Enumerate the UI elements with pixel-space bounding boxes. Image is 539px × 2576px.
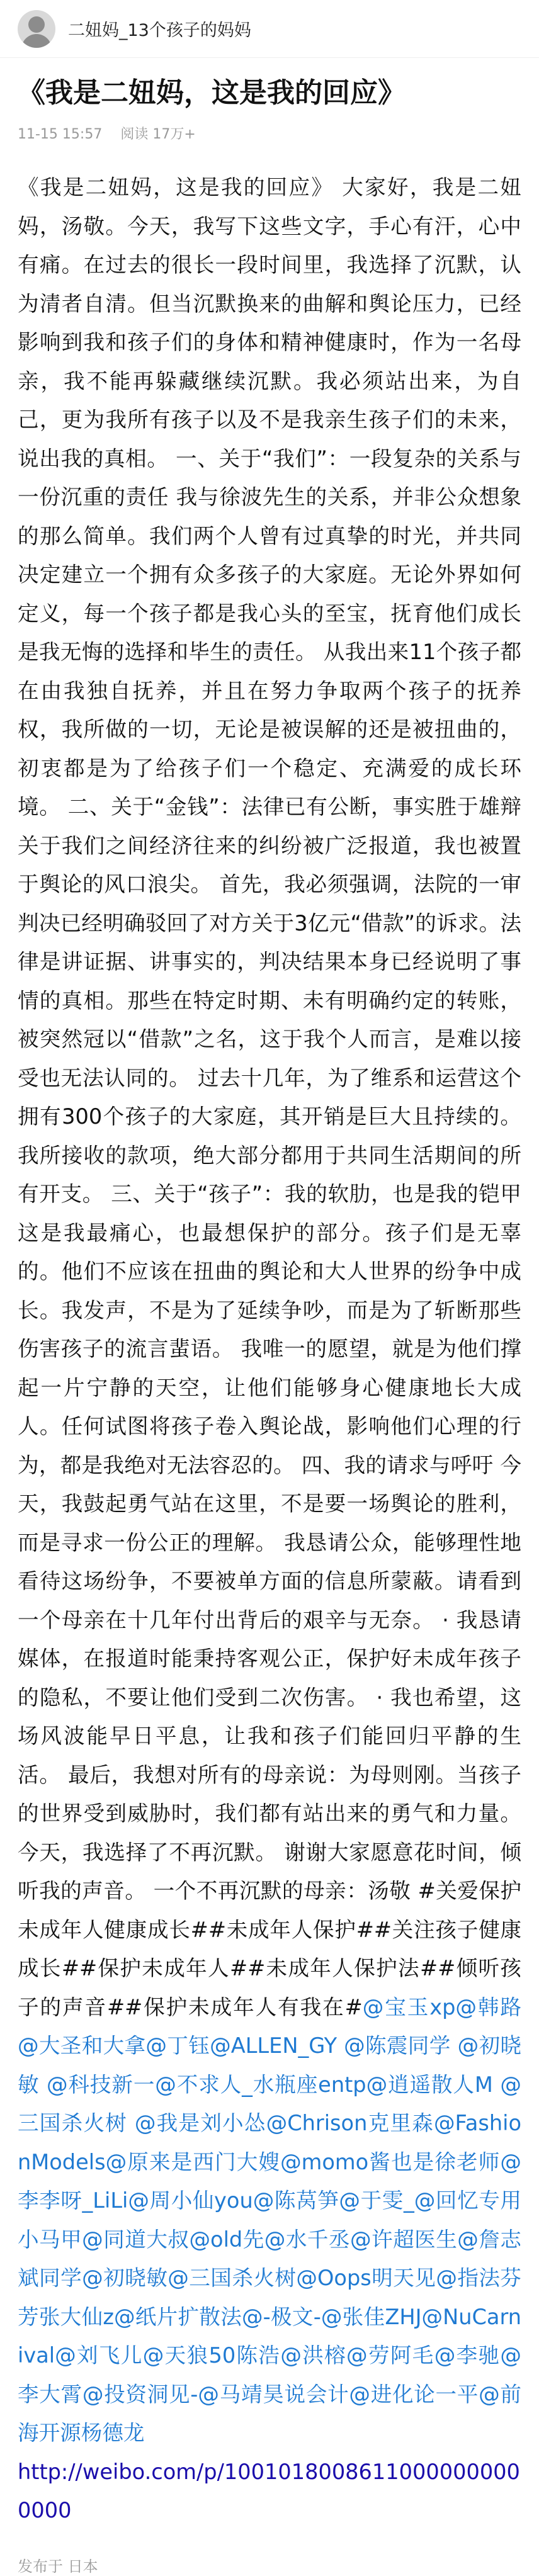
article-body — [18, 168, 521, 2530]
publish-location: 发布于 日本 — [18, 2557, 98, 2575]
article-meta — [18, 123, 521, 143]
publish-date: 11-15 15:57 — [18, 127, 103, 142]
article-container — [0, 74, 539, 2576]
article-body-text: 《我是二妞妈，这是我的回应》 大家好，我是二妞妈，汤敬。今天，我写下这些文字，手心有汗，心中有痛。在过去的很长一段时间里，我选择了沉默，认为清者自清。但当沉默换来的曲解和舆论压力，已经影响到我和孩子们的身体和精神健康时，作为一名母亲，我不能再躲藏继续沉默。我必须站出来，为自己，更为我所有孩子以及不是我亲生孩子们的未来，说出我的真相。 一、关于“我们”：一段复杂的关系与一份沉重的责任 我与徐波先生的关系，并非公众想象的那么简单。我们两个人曾有过真挚的时光，并共同决定建立一个拥有众多孩子的大家庭。无论外界如何定义，每一个孩子都是我心头的至宝，抚育他们成长是我无悔的选择和毕生的责任。 从我出来11个孩子都在由我独自抚养，并且在努力争取两个孩子的抚养权，我所做的一切，无论是被误解的还是被扭曲的，初衷都是为了给孩子们一个稳定、充满爱的成长环境。 二、关于“金钱”：法律已有公断，事实胜于雄辩 关于我们之间经济往来的纠纷被广泛报道，我也被置于舆论的风口浪尖。 首先，我必须强调，法院的一审判决已经明确驳回了对方关于3亿元“借款”的诉求。法律是讲证据、讲事实的，判决结果本身已经说明了事情的真相。那些在特定时期、未有明确约定的转账，被突然冠以“借款”之名，这于我个人而言，是难以接受也无法认同的。 过去十几年，为了维系和运营这个拥有300个孩子的大家庭，其开销是巨大且持续的。我所接收的款项，绝大部分都用于共同生活期间的所有开支。 三、关于“孩子”：我的软肋，也是我的铠甲 这是我最痛心，也最想保护的部分。孩子们是无辜的。他们不应该在扭曲的舆论和大人世界的纷争中成长。我发声，不是为了延续争吵，而是为了斩断那些伤害孩子的流言蜚语。 我唯一的愿望，就是为他们撑起一片宁静的天空，让他们能够身心健康地长大成人。任何试图将孩子卷入舆论战，影响他们心理的行为，都是我绝对无法容忍的。 四、我的请求与呼吁 今天，我鼓起勇气站在这里，不是要一场舆论的胜利，而是寻求一份公正的理解。 我恳请公众，能够理性地看待这场纷争，不要被单方面的信息所蒙蔽。请看到一个母亲在十几年付出背后的艰辛与无奈。 · 我恳请媒体，在报道时能秉持客观公正，保护好未成年孩子的隐私，不要让他们受到二次伤害。 · 我也希望，这场风波能早日平息，让我和孩子们能回归平静的生活。 最后，我想对所有的母亲说：为母则刚。当孩子的世界受到威胁时，我们都有站出来的勇气和力量。今天，我选择了不再沉默。 谢谢大家愿意花时间，倾听我的声音。 一个不再沉默的母亲：汤敬 #关爱保护未成年人健康成长##未成年人保护##关注孩子健康成长##保护未成年人##未成年人保护法##倾听孩子的声音##保护未成年人有我在# — [18, 175, 521, 2020]
article-title: 《我是二妞妈，这是我的回应》 — [18, 77, 406, 109]
avatar[interactable] — [18, 10, 55, 48]
avatar-shoulders — [21, 34, 52, 48]
read-count: 阅读 17万+ — [120, 127, 196, 142]
mention-list[interactable]: @宝玉xp@韩路 @大圣和大拿@丁钰@ALLEN_GY @陈震同学 @初晓敏 @科技新一@不求人_水瓶座entp@逍遥散人M @三国杀火树 @我是刘小怂@Chrison克里森@FashionModels@原来是西门大嫂@momo酱也是徐老师@李李呀_LiLi@周小仙you@陈莴笋@于雯_@回忆专用小马甲@同道大叔@old先@水千丞@许超医生@詹志斌同学@初晓敏@三国杀火树@Oops明天见@指法芬芳张大仙z@纸片扩散法@-极文-@张佳ZHJ@NuCarnival@刘飞儿@天狼50陈浩@洪榕@劳阿毛@李驰@李大霄@投资洞见-@马靖昊说会计@进化论一平@前海开源杨德龙 — [18, 1994, 522, 2445]
weibo-link[interactable]: http://weibo.com/p/10010180086110000000000000 — [18, 2459, 520, 2522]
avatar-face — [28, 16, 45, 33]
header-bar — [0, 0, 539, 58]
author-name[interactable]: 二妞妈_13个孩子的妈妈 — [68, 21, 251, 40]
